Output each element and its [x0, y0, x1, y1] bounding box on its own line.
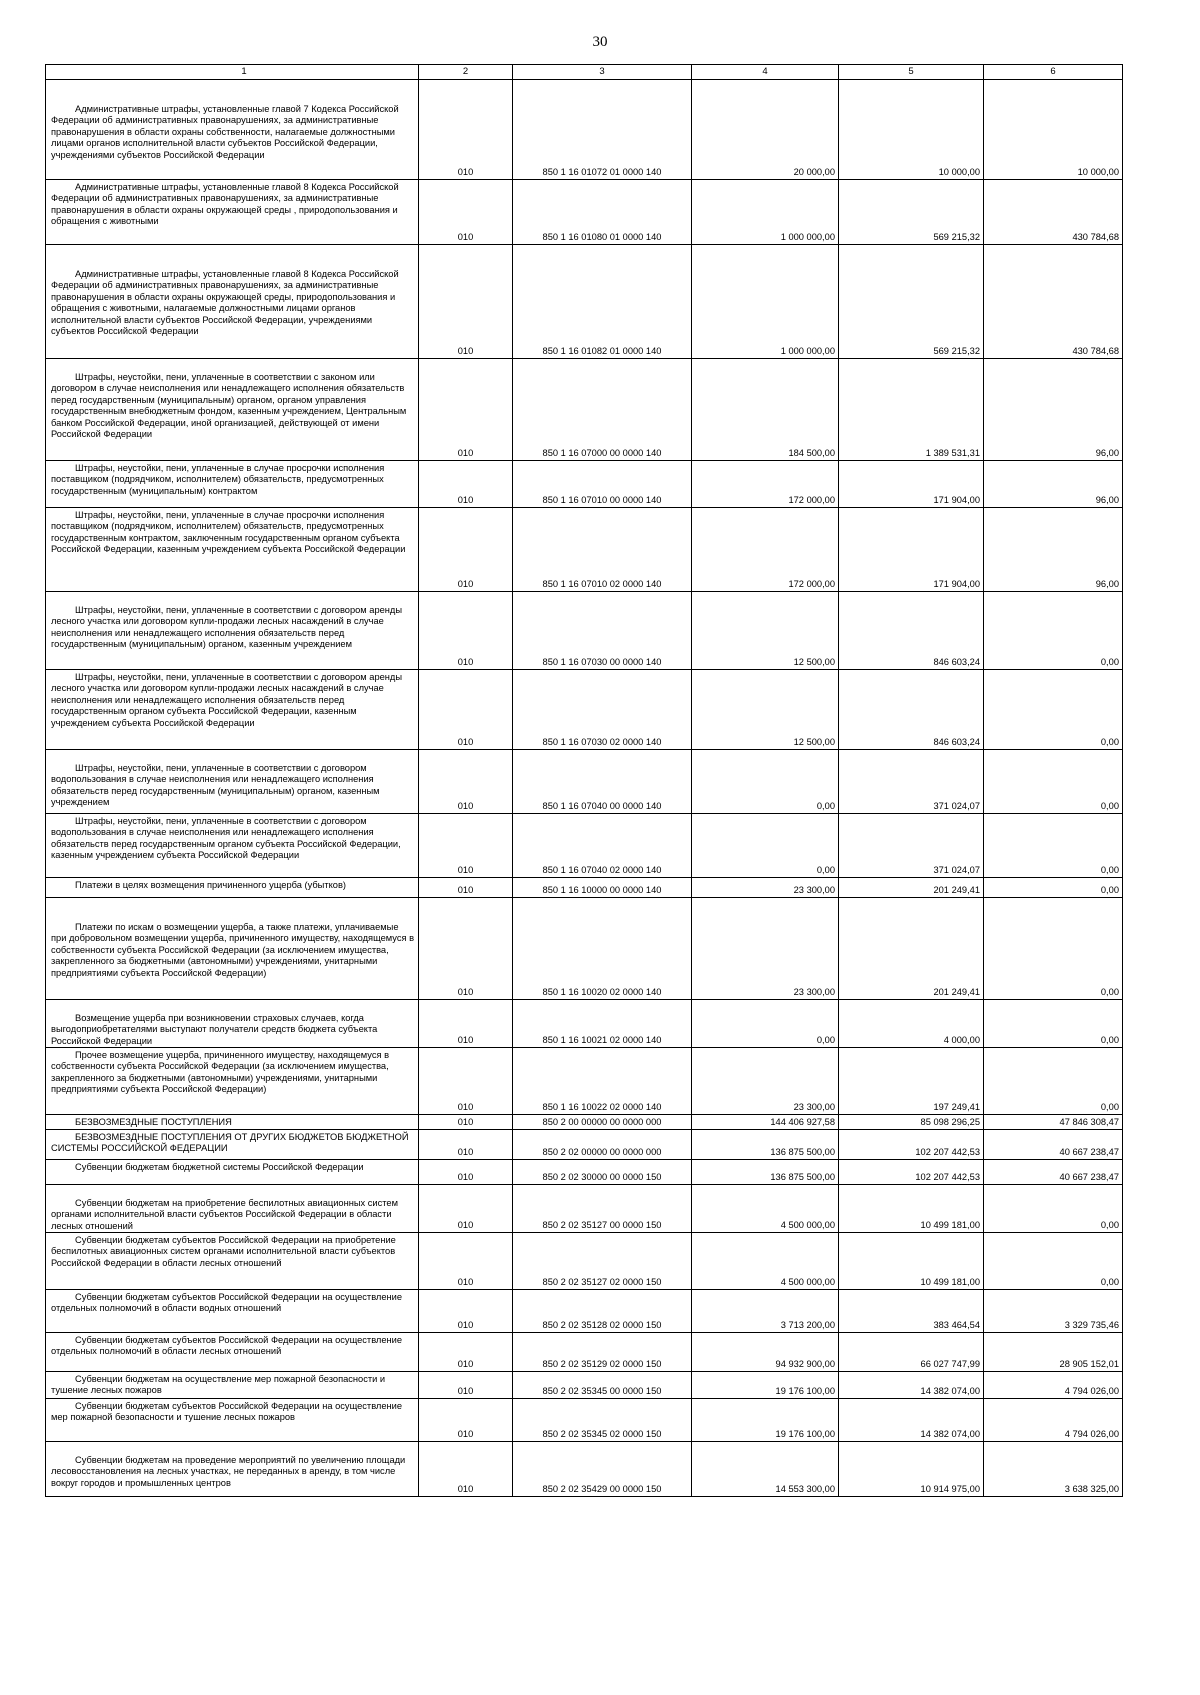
table-row	[46, 1048, 1123, 1115]
row-description: Субвенции бюджетам субъектов Российской Федерации на осуществление мер пожарной безопасности и тушение лесных пожаров	[46, 1399, 419, 1442]
row-line-code: 010	[419, 1442, 513, 1497]
table-row	[46, 359, 1123, 461]
row-line-code: 010	[419, 1000, 513, 1048]
row-line-code: 010	[419, 1333, 513, 1372]
page-number: 30	[592, 34, 608, 50]
row-executed-amount: 171 904,00	[839, 461, 984, 508]
row-description: Штрафы, неустойки, пени, уплаченные в случае просрочки исполнения поставщиком (подрядчиком, исполнителем) обязательств, предусмотренных государственным (муниципальным) контрактом	[46, 461, 419, 508]
row-description: Штрафы, неустойки, пени, уплаченные в соответствии с договором аренды лесного участка или договором купли-продажи лесных насаждений в случае неисполнения или ненадлежащего исполнения обязательств перед государственным органом субъекта Российской Федерации, казенным учреждением субъекта Российской Федерации	[46, 670, 419, 750]
row-description: Субвенции бюджетам субъектов Российской Федерации на приобретение беспилотных авиационных систем органами исполнительной власти субъектов Российской Федерации в области лесных отношений	[46, 1233, 419, 1290]
row-approved-amount: 136 875 500,00	[692, 1160, 839, 1185]
row-line-code: 010	[419, 878, 513, 898]
row-executed-amount: 10 000,00	[839, 80, 984, 180]
table-row	[46, 898, 1123, 1000]
table-header-row	[46, 65, 1123, 80]
row-approved-amount: 20 000,00	[692, 80, 839, 180]
table-row	[46, 508, 1123, 592]
row-budget-code: 850 1 16 07010 02 0000 140	[513, 508, 692, 592]
table-row	[46, 180, 1123, 245]
row-unexecuted-amount: 0,00	[984, 878, 1123, 898]
row-budget-code: 850 2 00 00000 00 0000 000	[513, 1115, 692, 1130]
row-unexecuted-amount: 0,00	[984, 814, 1123, 878]
row-approved-amount: 23 300,00	[692, 878, 839, 898]
row-line-code: 010	[419, 1372, 513, 1399]
row-description: Возмещение ущерба при возникновении страховых случаев, когда выгодоприобретателями выступают получатели средств бюджета субъекта Российской Федерации	[46, 1000, 419, 1048]
row-executed-amount: 846 603,24	[839, 592, 984, 670]
row-description: Платежи в целях возмещения причиненного ущерба (убытков)	[46, 878, 419, 898]
row-budget-code: 850 2 02 00000 00 0000 000	[513, 1130, 692, 1160]
row-description: Прочее возмещение ущерба, причиненного имуществу, находящемуся в собственности субъекта Российской Федерации (за исключением имущества, закрепленного за бюджетными (автономными) учреждениями, унитарными предприятиями субъекта Российской Федерации)	[46, 1048, 419, 1115]
row-line-code: 010	[419, 1160, 513, 1185]
row-budget-code: 850 1 16 07000 00 0000 140	[513, 359, 692, 461]
row-approved-amount: 0,00	[692, 750, 839, 814]
row-description: Платежи по искам о возмещении ущерба, а также платежи, уплачиваемые при добровольном возмещении ущерба, причиненного имуществу, находящемуся в собственности субъекта Российской Федерации (за исключением имущества, закрепленного за бюджетными (автономными) учреждениями, унитарными предприятиями субъекта Российской Федерации)	[46, 898, 419, 1000]
row-approved-amount: 172 000,00	[692, 508, 839, 592]
row-approved-amount: 4 500 000,00	[692, 1233, 839, 1290]
table-row	[46, 1000, 1123, 1048]
table-row	[46, 670, 1123, 750]
row-budget-code: 850 1 16 01072 01 0000 140	[513, 80, 692, 180]
row-approved-amount: 1 000 000,00	[692, 245, 839, 359]
row-description: Субвенции бюджетам на проведение мероприятий по увеличению площади лесовосстановления на лесных участках, не переданных в аренду, в том числе вокруг городов и промышленных центров	[46, 1442, 419, 1497]
row-description: Субвенции бюджетам на осуществление мер пожарной безопасности и тушение лесных пожаров	[46, 1372, 419, 1399]
row-line-code: 010	[419, 180, 513, 245]
row-executed-amount: 102 207 442,53	[839, 1160, 984, 1185]
row-executed-amount: 201 249,41	[839, 878, 984, 898]
row-executed-amount: 1 389 531,31	[839, 359, 984, 461]
row-budget-code: 850 2 02 30000 00 0000 150	[513, 1160, 692, 1185]
table-row	[46, 814, 1123, 878]
row-description: Административные штрафы, установленные главой 7 Кодекса Российской Федерации об административных правонарушениях, за административные правонарушения в области охраны собственности, налагаемые должностными лицами органов исполнительной власти субъектов Российской Федерации, учреждениями субъектов Российской Федерации	[46, 80, 419, 180]
table-row	[46, 80, 1123, 180]
row-executed-amount: 10 914 975,00	[839, 1442, 984, 1497]
table-row	[46, 1185, 1123, 1233]
row-budget-code: 850 1 16 10022 02 0000 140	[513, 1048, 692, 1115]
table-row	[46, 1160, 1123, 1185]
row-approved-amount: 0,00	[692, 1000, 839, 1048]
row-description: Штрафы, неустойки, пени, уплаченные в соответствии с договором водопользования в случае неисполнения или ненадлежащего исполнения обязательств перед государственным (муниципальным) органом, казенным учреждением	[46, 750, 419, 814]
row-description: Субвенции бюджетам бюджетной системы Российской Федерации	[46, 1160, 419, 1185]
row-description: БЕЗВОЗМЕЗДНЫЕ ПОСТУПЛЕНИЯ	[46, 1115, 419, 1130]
row-budget-code: 850 1 16 07040 02 0000 140	[513, 814, 692, 878]
row-approved-amount: 12 500,00	[692, 670, 839, 750]
column-header-5: 5	[839, 65, 984, 80]
row-executed-amount: 85 098 296,25	[839, 1115, 984, 1130]
row-description: Административные штрафы, установленные главой 8 Кодекса Российской Федерации об административных правонарушениях, за административные правонарушения в области охраны окружающей среды , природопользования и обращения с животными	[46, 180, 419, 245]
table-row	[46, 1333, 1123, 1372]
row-approved-amount: 144 406 927,58	[692, 1115, 839, 1130]
row-approved-amount: 3 713 200,00	[692, 1290, 839, 1333]
table-row	[46, 245, 1123, 359]
row-approved-amount: 0,00	[692, 814, 839, 878]
column-header-1: 1	[46, 65, 419, 80]
table-row	[46, 1290, 1123, 1333]
row-line-code: 010	[419, 1185, 513, 1233]
row-line-code: 010	[419, 359, 513, 461]
row-executed-amount: 569 215,32	[839, 245, 984, 359]
row-line-code: 010	[419, 814, 513, 878]
row-description: БЕЗВОЗМЕЗДНЫЕ ПОСТУПЛЕНИЯ ОТ ДРУГИХ БЮДЖЕТОВ БЮДЖЕТНОЙ СИСТЕМЫ РОССИЙСКОЙ ФЕДЕРАЦИИ	[46, 1130, 419, 1160]
row-budget-code: 850 2 02 35345 00 0000 150	[513, 1372, 692, 1399]
row-approved-amount: 94 932 900,00	[692, 1333, 839, 1372]
row-budget-code: 850 1 16 07040 00 0000 140	[513, 750, 692, 814]
row-budget-code: 850 2 02 35345 02 0000 150	[513, 1399, 692, 1442]
table-row	[46, 1372, 1123, 1399]
row-budget-code: 850 1 16 10021 02 0000 140	[513, 1000, 692, 1048]
table-row	[46, 1130, 1123, 1160]
row-description: Административные штрафы, установленные главой 8 Кодекса Российской Федерации об административных правонарушениях, за административные правонарушения в области охраны окружающей среды, природопользования и обращения с животными, налагаемые должностными лицами органов исполнительной власти субъектов Российской Федерации, учреждениями субъектов Российской Федерации	[46, 245, 419, 359]
column-header-2: 2	[419, 65, 513, 80]
row-description: Штрафы, неустойки, пени, уплаченные в случае просрочки исполнения поставщиком (подрядчиком, исполнителем) обязательств, предусмотренных государственным контрактом, заключенным государственным органом субъекта Российской Федерации, казенным учреждением субъекта Российской Федерации	[46, 508, 419, 592]
row-unexecuted-amount: 0,00	[984, 1000, 1123, 1048]
row-unexecuted-amount: 96,00	[984, 461, 1123, 508]
row-unexecuted-amount: 3 638 325,00	[984, 1442, 1123, 1497]
row-executed-amount: 14 382 074,00	[839, 1399, 984, 1442]
row-line-code: 010	[419, 1233, 513, 1290]
row-unexecuted-amount: 0,00	[984, 1048, 1123, 1115]
row-line-code: 010	[419, 1130, 513, 1160]
row-unexecuted-amount: 96,00	[984, 359, 1123, 461]
row-executed-amount: 102 207 442,53	[839, 1130, 984, 1160]
row-executed-amount: 197 249,41	[839, 1048, 984, 1115]
row-approved-amount: 19 176 100,00	[692, 1372, 839, 1399]
row-unexecuted-amount: 0,00	[984, 750, 1123, 814]
row-approved-amount: 12 500,00	[692, 592, 839, 670]
row-description: Субвенции бюджетам субъектов Российской Федерации на осуществление отдельных полномочий в области лесных отношений	[46, 1333, 419, 1372]
row-description: Штрафы, неустойки, пени, уплаченные в соответствии с законом или договором в случае неисполнения или ненадлежащего исполнения обязательств перед государственным (муниципальным) органом, органом управления государственным внебюджетным фондом, казенным учреждением, Центральным банком Российской Федерации, иной организацией, действующей от имени Российской Федерации	[46, 359, 419, 461]
table-row	[46, 750, 1123, 814]
row-executed-amount: 383 464,54	[839, 1290, 984, 1333]
column-header-3: 3	[513, 65, 692, 80]
row-unexecuted-amount: 96,00	[984, 508, 1123, 592]
table-row	[46, 1442, 1123, 1497]
row-budget-code: 850 2 02 35429 00 0000 150	[513, 1442, 692, 1497]
row-approved-amount: 23 300,00	[692, 1048, 839, 1115]
row-line-code: 010	[419, 592, 513, 670]
row-unexecuted-amount: 0,00	[984, 898, 1123, 1000]
row-line-code: 010	[419, 80, 513, 180]
row-executed-amount: 10 499 181,00	[839, 1233, 984, 1290]
row-line-code: 010	[419, 1290, 513, 1333]
row-approved-amount: 14 553 300,00	[692, 1442, 839, 1497]
row-approved-amount: 172 000,00	[692, 461, 839, 508]
table-row	[46, 878, 1123, 898]
row-unexecuted-amount: 0,00	[984, 670, 1123, 750]
table-row	[46, 1115, 1123, 1130]
row-unexecuted-amount: 40 667 238,47	[984, 1160, 1123, 1185]
row-budget-code: 850 1 16 07030 02 0000 140	[513, 670, 692, 750]
row-unexecuted-amount: 10 000,00	[984, 80, 1123, 180]
row-approved-amount: 23 300,00	[692, 898, 839, 1000]
row-line-code: 010	[419, 1115, 513, 1130]
row-executed-amount: 10 499 181,00	[839, 1185, 984, 1233]
row-unexecuted-amount: 0,00	[984, 1233, 1123, 1290]
row-executed-amount: 4 000,00	[839, 1000, 984, 1048]
row-approved-amount: 136 875 500,00	[692, 1130, 839, 1160]
row-unexecuted-amount: 430 784,68	[984, 245, 1123, 359]
row-line-code: 010	[419, 1399, 513, 1442]
row-budget-code: 850 2 02 35129 02 0000 150	[513, 1333, 692, 1372]
row-approved-amount: 184 500,00	[692, 359, 839, 461]
row-budget-code: 850 1 16 07010 00 0000 140	[513, 461, 692, 508]
row-unexecuted-amount: 40 667 238,47	[984, 1130, 1123, 1160]
row-executed-amount: 371 024,07	[839, 750, 984, 814]
row-unexecuted-amount: 47 846 308,47	[984, 1115, 1123, 1130]
row-description: Субвенции бюджетам на приобретение беспилотных авиационных систем органами исполнительной власти субъектов Российской Федерации в области лесных отношений	[46, 1185, 419, 1233]
row-executed-amount: 569 215,32	[839, 180, 984, 245]
row-budget-code: 850 1 16 01082 01 0000 140	[513, 245, 692, 359]
row-executed-amount: 14 382 074,00	[839, 1372, 984, 1399]
table-row	[46, 1399, 1123, 1442]
row-unexecuted-amount: 0,00	[984, 592, 1123, 670]
row-line-code: 010	[419, 245, 513, 359]
row-executed-amount: 201 249,41	[839, 898, 984, 1000]
budget-table	[45, 64, 1123, 1497]
row-budget-code: 850 2 02 35127 02 0000 150	[513, 1233, 692, 1290]
row-executed-amount: 846 603,24	[839, 670, 984, 750]
row-line-code: 010	[419, 508, 513, 592]
table-row	[46, 1233, 1123, 1290]
row-line-code: 010	[419, 461, 513, 508]
row-description: Штрафы, неустойки, пени, уплаченные в соответствии с договором аренды лесного участка или договором купли-продажи лесных насаждений в случае неисполнения или ненадлежащего исполнения обязательств перед государственным (муниципальным) органом, казенным учреждением	[46, 592, 419, 670]
row-unexecuted-amount: 3 329 735,46	[984, 1290, 1123, 1333]
row-budget-code: 850 1 16 10020 02 0000 140	[513, 898, 692, 1000]
row-unexecuted-amount: 0,00	[984, 1185, 1123, 1233]
row-line-code: 010	[419, 1048, 513, 1115]
row-unexecuted-amount: 4 794 026,00	[984, 1372, 1123, 1399]
row-unexecuted-amount: 4 794 026,00	[984, 1399, 1123, 1442]
column-header-6: 6	[984, 65, 1123, 80]
row-line-code: 010	[419, 898, 513, 1000]
row-unexecuted-amount: 430 784,68	[984, 180, 1123, 245]
column-header-4: 4	[692, 65, 839, 80]
row-budget-code: 850 1 16 01080 01 0000 140	[513, 180, 692, 245]
row-approved-amount: 19 176 100,00	[692, 1399, 839, 1442]
row-unexecuted-amount: 28 905 152,01	[984, 1333, 1123, 1372]
row-executed-amount: 371 024,07	[839, 814, 984, 878]
row-budget-code: 850 1 16 10000 00 0000 140	[513, 878, 692, 898]
table-row	[46, 461, 1123, 508]
table-row	[46, 592, 1123, 670]
row-executed-amount: 171 904,00	[839, 508, 984, 592]
row-approved-amount: 4 500 000,00	[692, 1185, 839, 1233]
row-budget-code: 850 2 02 35128 02 0000 150	[513, 1290, 692, 1333]
row-executed-amount: 66 027 747,99	[839, 1333, 984, 1372]
row-line-code: 010	[419, 670, 513, 750]
row-approved-amount: 1 000 000,00	[692, 180, 839, 245]
row-line-code: 010	[419, 750, 513, 814]
row-budget-code: 850 1 16 07030 00 0000 140	[513, 592, 692, 670]
row-description: Субвенции бюджетам субъектов Российской Федерации на осуществление отдельных полномочий в области водных отношений	[46, 1290, 419, 1333]
row-description: Штрафы, неустойки, пени, уплаченные в соответствии с договором водопользования в случае неисполнения или ненадлежащего исполнения обязательств перед государственным органом субъекта Российской Федерации, казенным учреждением субъекта Российской Федерации	[46, 814, 419, 878]
row-budget-code: 850 2 02 35127 00 0000 150	[513, 1185, 692, 1233]
